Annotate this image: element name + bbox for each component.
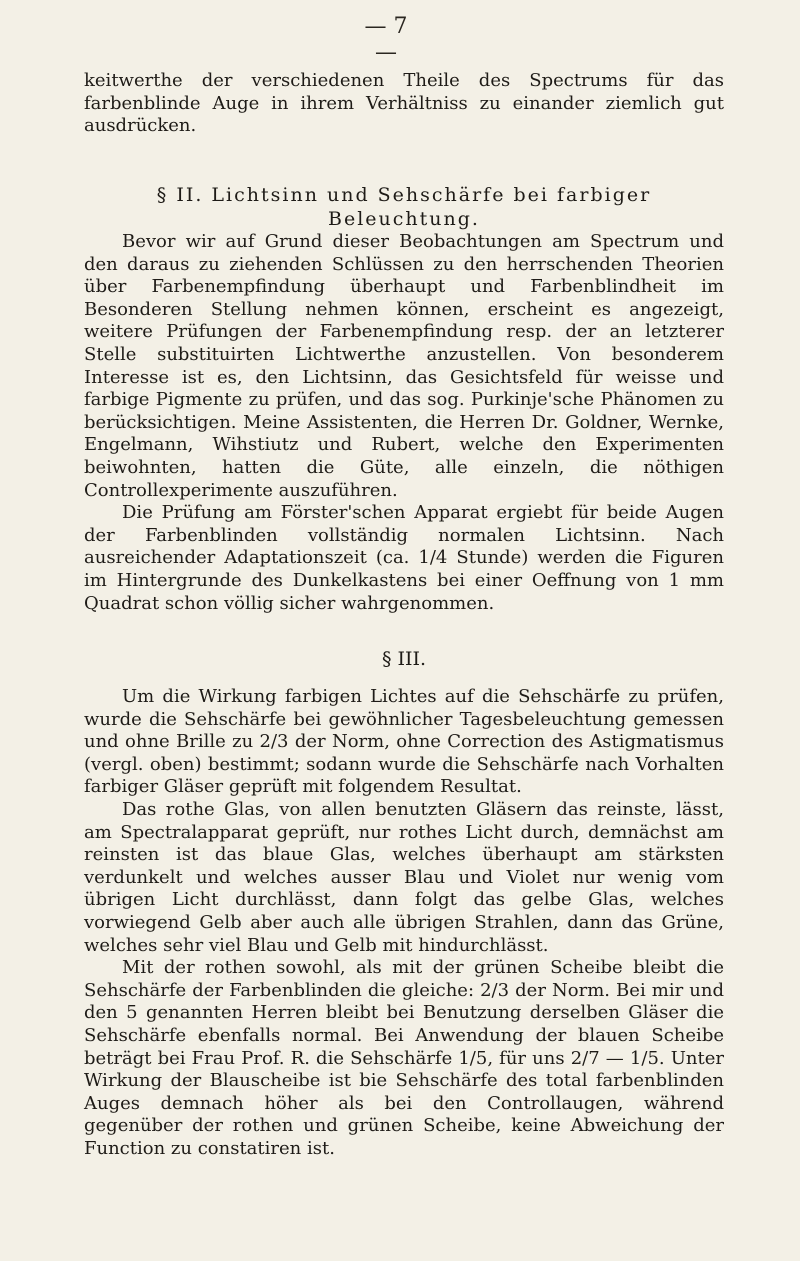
section-2-paragraph: Bevor wir auf Grund dieser Beobachtungen am Spectrum und den daraus zu ziehenden Schlüssen zu den herrschenden Theorien über Farbenempfindung überhaupt und Farbenblindheit im Besonderen Stellung nehmen können, erscheint es angezeigt, weitere Prüfungen der Farbenempfindung resp. der an letzterer Stelle substituirten Lichtwerthe anzustellen. Von besonderem Interesse ist es, den Lichtsinn, das Gesichtsfeld für weisse und farbige Pigmente zu prüfen, und das sog. Purkinje'sche Phänomen zu berücksichtigen. Meine Assistenten, die Herren Dr. Goldner, Wernke, Engelmann, Wihstiutz und Rubert, welche den Experimenten beiwohnten, hatten die Güte, alle einzeln, die nöthigen Controllexperimente auszuführen. bbox=[84, 231, 724, 501]
section-3-body bbox=[84, 686, 724, 1160]
section-3-paragraph: Um die Wirkung farbigen Lichtes auf die Sehschärfe zu prüfen, wurde die Sehschärfe bei gewöhnlicher Tagesbeleuchtung gemessen und ohne Brille zu 2/3 der Norm, ohne Correction des Astigmatismus (vergl. oben) bestimmt; sodann wurde die Sehschärfe nach Vorhalten farbiger Gläser geprüft mit folgendem Resultat. bbox=[84, 686, 724, 798]
section-2-heading-line2: Beleuchtung. bbox=[328, 208, 480, 230]
section-2-body bbox=[84, 231, 724, 615]
intro-paragraph-block bbox=[84, 70, 724, 138]
section-2-heading bbox=[84, 183, 724, 231]
section-3-paragraph: Mit der rothen sowohl, als mit der grünen Scheibe bleibt die Sehschärfe der Farbenblinden die gleiche: 2/3 der Norm. Bei mir und den 5 genannten Herren bleibt bei Benutzung derselben Gläser die Sehschärfe ebenfalls normal. Bei Anwendung der blauen Scheibe beträgt bei Frau Prof. R. die Sehschärfe 1/5, für uns 2/7 — 1/5. Unter Wirkung der Blauscheibe ist bie Sehschärfe des total farbenblinden Auges demnach höher als bei den Controllaugen, während gegenüber der rothen und grünen Scheibe, keine Abweichung der Function zu constatiren ist. bbox=[84, 957, 724, 1159]
section-2-heading-line1: § II. Lichtsinn und Sehschärfe bei farbiger bbox=[156, 184, 652, 206]
section-3-paragraph: Das rothe Glas, von allen benutzten Gläsern das reinste, lässt, am Spectralapparat geprüft, nur rothes Licht durch, demnächst am reinsten ist das blaue Glas, welches überhaupt am stärksten verdunkelt und welches ausser Blau und Violet nur wenig vom übrigen Licht durchlässt, dann folgt das gelbe Glas, welches vorwiegend Gelb aber auch alle übrigen Strahlen, dann das Grüne, welches sehr viel Blau und Gelb mit hindurchlässt. bbox=[84, 798, 724, 956]
section-3-heading: § III. bbox=[381, 648, 427, 670]
page-number: — 7 — bbox=[364, 14, 408, 65]
section-2-paragraph: Die Prüfung am Förster'schen Apparat ergiebt für beide Augen der Farbenblinden vollständig normalen Lichtsinn. Nach ausreichender Adaptationszeit (ca. 1/4 Stunde) werden die Figuren im Hintergrunde des Dunkelkastens bei einer Oeffnung von 1 mm Quadrat schon völlig sicher wahrgenommen. bbox=[84, 502, 724, 614]
intro-paragraph: keitwerthe der verschiedenen Theile des Spectrums für das farbenblinde Auge in ihrem Verhältniss zu einander ziemlich gut ausdrücken. bbox=[84, 70, 724, 137]
